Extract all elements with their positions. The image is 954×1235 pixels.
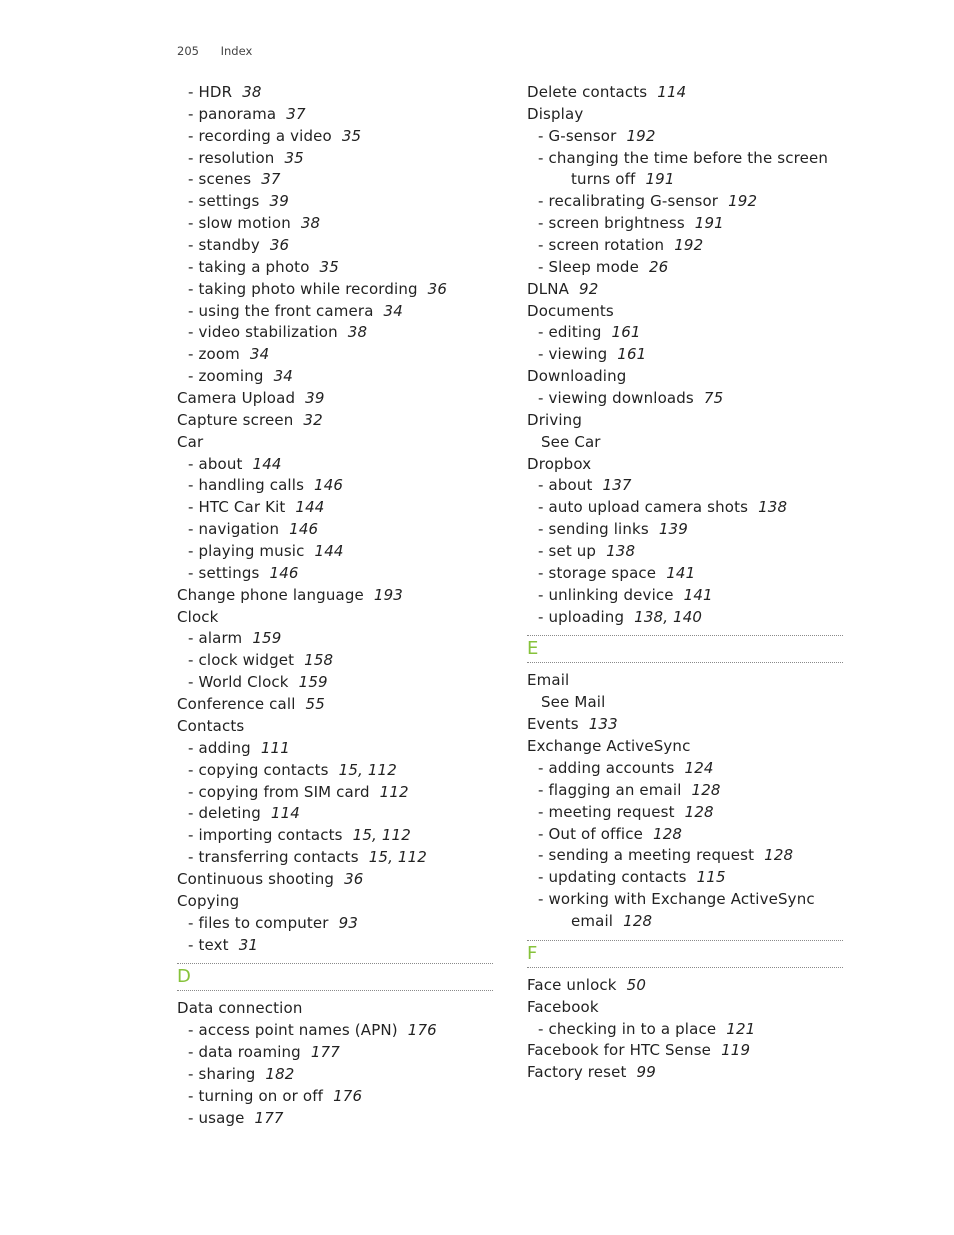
index-subentry xyxy=(527,1019,843,1041)
entry-label: - access point names (APN) xyxy=(188,1021,398,1040)
page-reference-link[interactable]: 38 xyxy=(300,214,321,233)
page-reference-link[interactable]: 39 xyxy=(269,192,289,211)
entry-label: - settings xyxy=(188,192,260,211)
index-entry xyxy=(527,454,843,476)
entry-label: - panorama xyxy=(188,104,277,123)
page-reference-link[interactable]: 144 xyxy=(252,454,282,473)
index-entry xyxy=(177,607,493,629)
entry-label: Copying xyxy=(177,891,240,910)
section-title: Index xyxy=(220,44,253,58)
entry-label: - World Clock xyxy=(188,673,289,692)
index-subentry xyxy=(177,475,493,497)
page-reference-link[interactable]: 192 xyxy=(728,192,758,211)
index-subentry xyxy=(177,1020,493,1042)
entry-label: - sharing xyxy=(188,1064,256,1083)
page-reference-link[interactable]: 128 xyxy=(653,824,683,843)
entry-label: - about xyxy=(188,454,243,473)
index-subentry xyxy=(527,148,843,170)
entry-label: - auto upload camera shots xyxy=(538,498,749,517)
page-reference-link[interactable]: 36 xyxy=(269,236,290,255)
index-subentry xyxy=(527,497,843,519)
page-reference-link[interactable]: 137 xyxy=(602,476,632,495)
entry-label: Facebook xyxy=(527,997,599,1016)
entry-label: - HTC Car Kit xyxy=(188,498,286,517)
page-reference-link[interactable]: 133 xyxy=(588,715,618,734)
entry-label: - flagging an email xyxy=(538,780,682,799)
entry-label: Data connection xyxy=(177,999,303,1018)
page-reference-link[interactable]: 193 xyxy=(373,585,403,604)
section-letter: F xyxy=(527,940,843,968)
page-reference-link[interactable]: 161 xyxy=(617,345,647,364)
entry-label: - settings xyxy=(188,563,260,582)
index-subentry xyxy=(527,388,843,410)
entry-label: - copying from SIM card xyxy=(188,782,370,801)
entry-label: - updating contacts xyxy=(538,868,687,887)
page-reference-link[interactable]: 191 xyxy=(645,170,675,189)
index-subentry xyxy=(177,519,493,541)
entry-label: See Mail xyxy=(541,693,606,712)
entry-label: Documents xyxy=(527,301,614,320)
entry-label: - sending links xyxy=(538,520,649,539)
page-reference-link[interactable]: 146 xyxy=(289,520,319,539)
entry-label: - usage xyxy=(188,1108,245,1127)
entry-label: - editing xyxy=(538,323,602,342)
index-subentry xyxy=(527,191,843,213)
entry-label: turns off xyxy=(571,170,636,189)
entry-label: - transferring contacts xyxy=(188,848,359,867)
entry-label: - copying contacts xyxy=(188,760,329,779)
index-subentry xyxy=(177,148,493,170)
entry-label: Facebook for HTC Sense xyxy=(527,1041,712,1060)
entry-label: DLNA xyxy=(527,279,569,298)
index-subentry xyxy=(177,279,493,301)
entry-label: See Car xyxy=(541,432,601,451)
index-subentry xyxy=(527,585,843,607)
page-reference-link[interactable]: 128 xyxy=(684,802,714,821)
entry-label: - working with Exchange ActiveSync xyxy=(538,890,815,909)
entry-label: Downloading xyxy=(527,367,627,386)
index-subentry xyxy=(177,366,493,388)
entry-label: Face unlock xyxy=(527,975,617,994)
page-reference-link[interactable]: 111 xyxy=(260,738,290,757)
page-reference-link[interactable]: 128 xyxy=(623,911,653,930)
index-subentry xyxy=(177,235,493,257)
entry-label: - handling calls xyxy=(188,476,305,495)
page-reference-link[interactable]: 38 xyxy=(347,323,368,342)
section-letter: D xyxy=(177,963,493,991)
index-subentry xyxy=(177,1042,493,1064)
entry-label: Driving xyxy=(527,410,583,429)
index-subentry xyxy=(177,847,493,869)
page-reference-link[interactable]: 39 xyxy=(305,389,325,408)
index-entry xyxy=(527,1062,843,1084)
index-subentry xyxy=(177,126,493,148)
index-entry xyxy=(177,388,493,410)
entry-label: - adding accounts xyxy=(538,758,675,777)
index-subentry xyxy=(527,519,843,541)
page-reference-link[interactable]: 138 xyxy=(758,498,788,517)
index-entry xyxy=(527,1040,843,1062)
entry-label: - resolution xyxy=(188,148,275,167)
index-entry xyxy=(527,82,843,104)
entry-label: - changing the time before the screen xyxy=(538,148,829,167)
index-subentry xyxy=(177,322,493,344)
page-reference-link[interactable]: 146 xyxy=(314,476,344,495)
entry-label: - zoom xyxy=(188,345,240,364)
entry-label: - uploading xyxy=(538,607,625,626)
index-subentry xyxy=(177,650,493,672)
index-entry xyxy=(177,891,493,913)
index-subentry xyxy=(527,257,843,279)
entry-label: - screen rotation xyxy=(538,236,665,255)
entry-label: - deleting xyxy=(188,804,261,823)
entry-label: - unlinking device xyxy=(538,585,674,604)
entry-label: - G-sensor xyxy=(538,126,617,145)
page-reference-link[interactable]: 128 xyxy=(764,846,794,865)
index-entry xyxy=(177,998,493,1020)
entry-label: Capture screen xyxy=(177,410,294,429)
page-reference-link[interactable]: 159 xyxy=(252,629,282,648)
page-reference-link[interactable]: 34 xyxy=(383,301,403,320)
page-reference-link[interactable]: 192 xyxy=(626,126,656,145)
page-reference-link[interactable]: 144 xyxy=(314,542,344,561)
index-column-right xyxy=(527,82,843,1084)
index-entry xyxy=(527,366,843,388)
entry-label: - recording a video xyxy=(188,126,332,145)
index-entry xyxy=(527,410,843,432)
index-see-reference xyxy=(527,692,843,714)
entry-label: - scenes xyxy=(188,170,252,189)
index-subentry xyxy=(177,628,493,650)
page-reference-link[interactable]: 112 xyxy=(379,782,409,801)
index-subentry xyxy=(527,322,843,344)
index-subentry xyxy=(527,758,843,780)
entry-label: Change phone language xyxy=(177,585,364,604)
entry-label: - navigation xyxy=(188,520,280,539)
index-subentry xyxy=(527,344,843,366)
entry-label: - adding xyxy=(188,738,251,757)
entry-label: Factory reset xyxy=(527,1063,627,1082)
page-reference-link[interactable]: 15, 112 xyxy=(368,848,427,867)
page-reference-link[interactable]: 128 xyxy=(691,780,721,799)
index-subentry xyxy=(177,191,493,213)
index-subentry xyxy=(527,235,843,257)
index-subentry xyxy=(527,541,843,563)
index-entry xyxy=(177,869,493,891)
page-reference-link[interactable]: 191 xyxy=(694,214,724,233)
page-reference-link[interactable]: 138, 140 xyxy=(634,607,703,626)
page-reference-link[interactable]: 35 xyxy=(341,126,362,145)
index-subentry xyxy=(177,563,493,585)
page-reference-link[interactable]: 15, 112 xyxy=(338,760,397,779)
index-subentry xyxy=(177,104,493,126)
entry-label: Dropbox xyxy=(527,454,592,473)
entry-label: Clock xyxy=(177,607,219,626)
entry-label: Conference call xyxy=(177,695,296,714)
index-entry xyxy=(177,716,493,738)
index-subentry xyxy=(527,213,843,235)
index-subentry xyxy=(527,867,843,889)
page-reference-link[interactable]: 35 xyxy=(284,148,304,167)
entry-label: - viewing downloads xyxy=(538,389,694,408)
index-subentry xyxy=(177,803,493,825)
entry-label: Exchange ActiveSync xyxy=(527,737,691,756)
page-reference-link[interactable]: 36 xyxy=(427,279,448,298)
page-reference-link[interactable]: 32 xyxy=(303,410,323,429)
page-reference-link[interactable]: 182 xyxy=(265,1064,295,1083)
index-subentry xyxy=(527,475,843,497)
entry-label: - importing contacts xyxy=(188,826,343,845)
index-subentry xyxy=(177,82,493,104)
entry-label: - alarm xyxy=(188,629,243,648)
entry-label: - sending a meeting request xyxy=(538,846,755,865)
entry-label: Display xyxy=(527,104,584,123)
entry-label: Contacts xyxy=(177,716,245,735)
page-reference-link[interactable]: 144 xyxy=(295,498,325,517)
page-reference-link[interactable]: 26 xyxy=(648,257,669,276)
entry-label: - slow motion xyxy=(188,214,291,233)
entry-label: - clock widget xyxy=(188,651,295,670)
page-reference-link[interactable]: 119 xyxy=(721,1041,751,1060)
page-reference-link[interactable]: 75 xyxy=(703,389,724,408)
index-subentry xyxy=(527,607,843,629)
entry-label: - text xyxy=(188,935,229,954)
entry-label: - Sleep mode xyxy=(538,257,639,276)
page-reference-link[interactable]: 99 xyxy=(636,1063,656,1082)
page-reference-link[interactable]: 92 xyxy=(579,279,599,298)
page-reference-link[interactable]: 192 xyxy=(674,236,704,255)
index-subentry xyxy=(527,889,843,911)
page-reference-link[interactable]: 93 xyxy=(338,913,359,932)
page-header xyxy=(177,44,252,58)
page-reference-link[interactable]: 34 xyxy=(249,345,270,364)
index-see-reference xyxy=(527,432,843,454)
entry-label: Car xyxy=(177,432,204,451)
index-subentry xyxy=(177,935,493,957)
index-subentry xyxy=(527,824,843,846)
index-subentry xyxy=(177,454,493,476)
index-subentry xyxy=(177,301,493,323)
index-subentry xyxy=(177,497,493,519)
entry-label: Delete contacts xyxy=(527,83,648,101)
index-subentry xyxy=(177,672,493,694)
entry-label: - viewing xyxy=(538,345,608,364)
page-reference-link[interactable]: 176 xyxy=(407,1021,437,1040)
page-reference-link[interactable]: 176 xyxy=(333,1086,363,1105)
index-entry xyxy=(177,432,493,454)
index-column-left xyxy=(177,82,493,1130)
page-reference-link[interactable]: 50 xyxy=(626,975,647,994)
index-subentry xyxy=(177,1064,493,1086)
index-entry xyxy=(177,410,493,432)
index-entry xyxy=(527,104,843,126)
page-reference-link[interactable]: 34 xyxy=(273,367,293,386)
index-subentry xyxy=(177,760,493,782)
index-entry xyxy=(177,585,493,607)
index-subentry xyxy=(177,213,493,235)
index-subentry xyxy=(177,1108,493,1130)
section-letter: E xyxy=(527,635,843,663)
page-reference-link[interactable]: 177 xyxy=(254,1108,284,1127)
page-reference-link[interactable]: 177 xyxy=(310,1043,340,1062)
page-reference-link[interactable]: 161 xyxy=(611,323,641,342)
index-entry xyxy=(177,694,493,716)
page-reference-link[interactable]: 138 xyxy=(606,542,636,561)
entry-label: - screen brightness xyxy=(538,214,685,233)
entry-label: - data roaming xyxy=(188,1043,301,1062)
index-subentry xyxy=(177,782,493,804)
index-subentry xyxy=(177,257,493,279)
page-reference-link[interactable]: 15, 112 xyxy=(352,826,411,845)
index-entry xyxy=(527,670,843,692)
page-reference-link[interactable]: 38 xyxy=(242,83,262,101)
entry-label: Continuous shooting xyxy=(177,869,335,888)
index-subentry xyxy=(177,1086,493,1108)
index-subentry xyxy=(177,913,493,935)
page-number: 205 xyxy=(177,44,199,58)
page-reference-link[interactable]: 141 xyxy=(666,563,696,582)
index-subentry xyxy=(177,738,493,760)
entry-label: - files to computer xyxy=(188,913,329,932)
page-reference-link[interactable]: 141 xyxy=(683,585,713,604)
entry-label: - zooming xyxy=(188,367,264,386)
page-reference-link[interactable]: 55 xyxy=(305,695,325,714)
page-reference-link[interactable]: 35 xyxy=(319,257,339,276)
entry-label: - taking a photo xyxy=(188,257,310,276)
index-entry xyxy=(527,714,843,736)
page-reference-link[interactable]: 159 xyxy=(298,673,328,692)
index-entry xyxy=(527,736,843,758)
index-entry xyxy=(527,975,843,997)
index-subentry xyxy=(527,126,843,148)
page-reference-link[interactable]: 114 xyxy=(657,83,687,101)
index-subentry xyxy=(177,344,493,366)
entry-label: - using the front camera xyxy=(188,301,374,320)
entry-label: - meeting request xyxy=(538,802,675,821)
page-reference-link[interactable]: 121 xyxy=(726,1019,756,1038)
page-reference-link[interactable]: 115 xyxy=(696,868,726,887)
index-subentry xyxy=(177,825,493,847)
page-reference-link[interactable]: 146 xyxy=(269,563,299,582)
index-subentry xyxy=(527,845,843,867)
entry-label: - video stabilization xyxy=(188,323,338,342)
page-reference-link[interactable]: 114 xyxy=(270,804,300,823)
entry-label: Events xyxy=(527,715,579,734)
entry-label: - Out of office xyxy=(538,824,644,843)
entry-label: - standby xyxy=(188,236,260,255)
entry-label: - recalibrating G-sensor xyxy=(538,192,719,211)
index-entry xyxy=(527,997,843,1019)
entry-label: - set up xyxy=(538,542,597,561)
page-reference-link[interactable]: 37 xyxy=(286,104,306,123)
index-subentry xyxy=(527,169,843,191)
entry-label: - turning on or off xyxy=(188,1086,324,1105)
entry-label: - about xyxy=(538,476,593,495)
entry-label: - HDR xyxy=(188,83,233,101)
index-subentry xyxy=(527,911,843,933)
page-reference-link[interactable]: 36 xyxy=(344,869,364,888)
index-subentry xyxy=(527,563,843,585)
entry-label: - taking photo while recording xyxy=(188,279,418,298)
entry-label: Camera Upload xyxy=(177,389,296,408)
entry-label: Email xyxy=(527,671,570,690)
entry-label: - storage space xyxy=(538,563,657,582)
index-subentry xyxy=(527,780,843,802)
page-reference-link[interactable]: 31 xyxy=(238,935,259,954)
page-reference-link[interactable]: 139 xyxy=(658,520,688,539)
index-subentry xyxy=(177,541,493,563)
page-reference-link[interactable]: 158 xyxy=(304,651,334,670)
index-entry xyxy=(527,279,843,301)
entry-label: - playing music xyxy=(188,542,305,561)
index-subentry xyxy=(177,169,493,191)
entry-label: email xyxy=(571,911,614,930)
entry-label: - checking in to a place xyxy=(538,1019,717,1038)
page-reference-link[interactable]: 124 xyxy=(684,758,714,777)
index-subentry xyxy=(527,802,843,824)
index-entry xyxy=(527,301,843,323)
page-reference-link[interactable]: 37 xyxy=(261,170,281,189)
